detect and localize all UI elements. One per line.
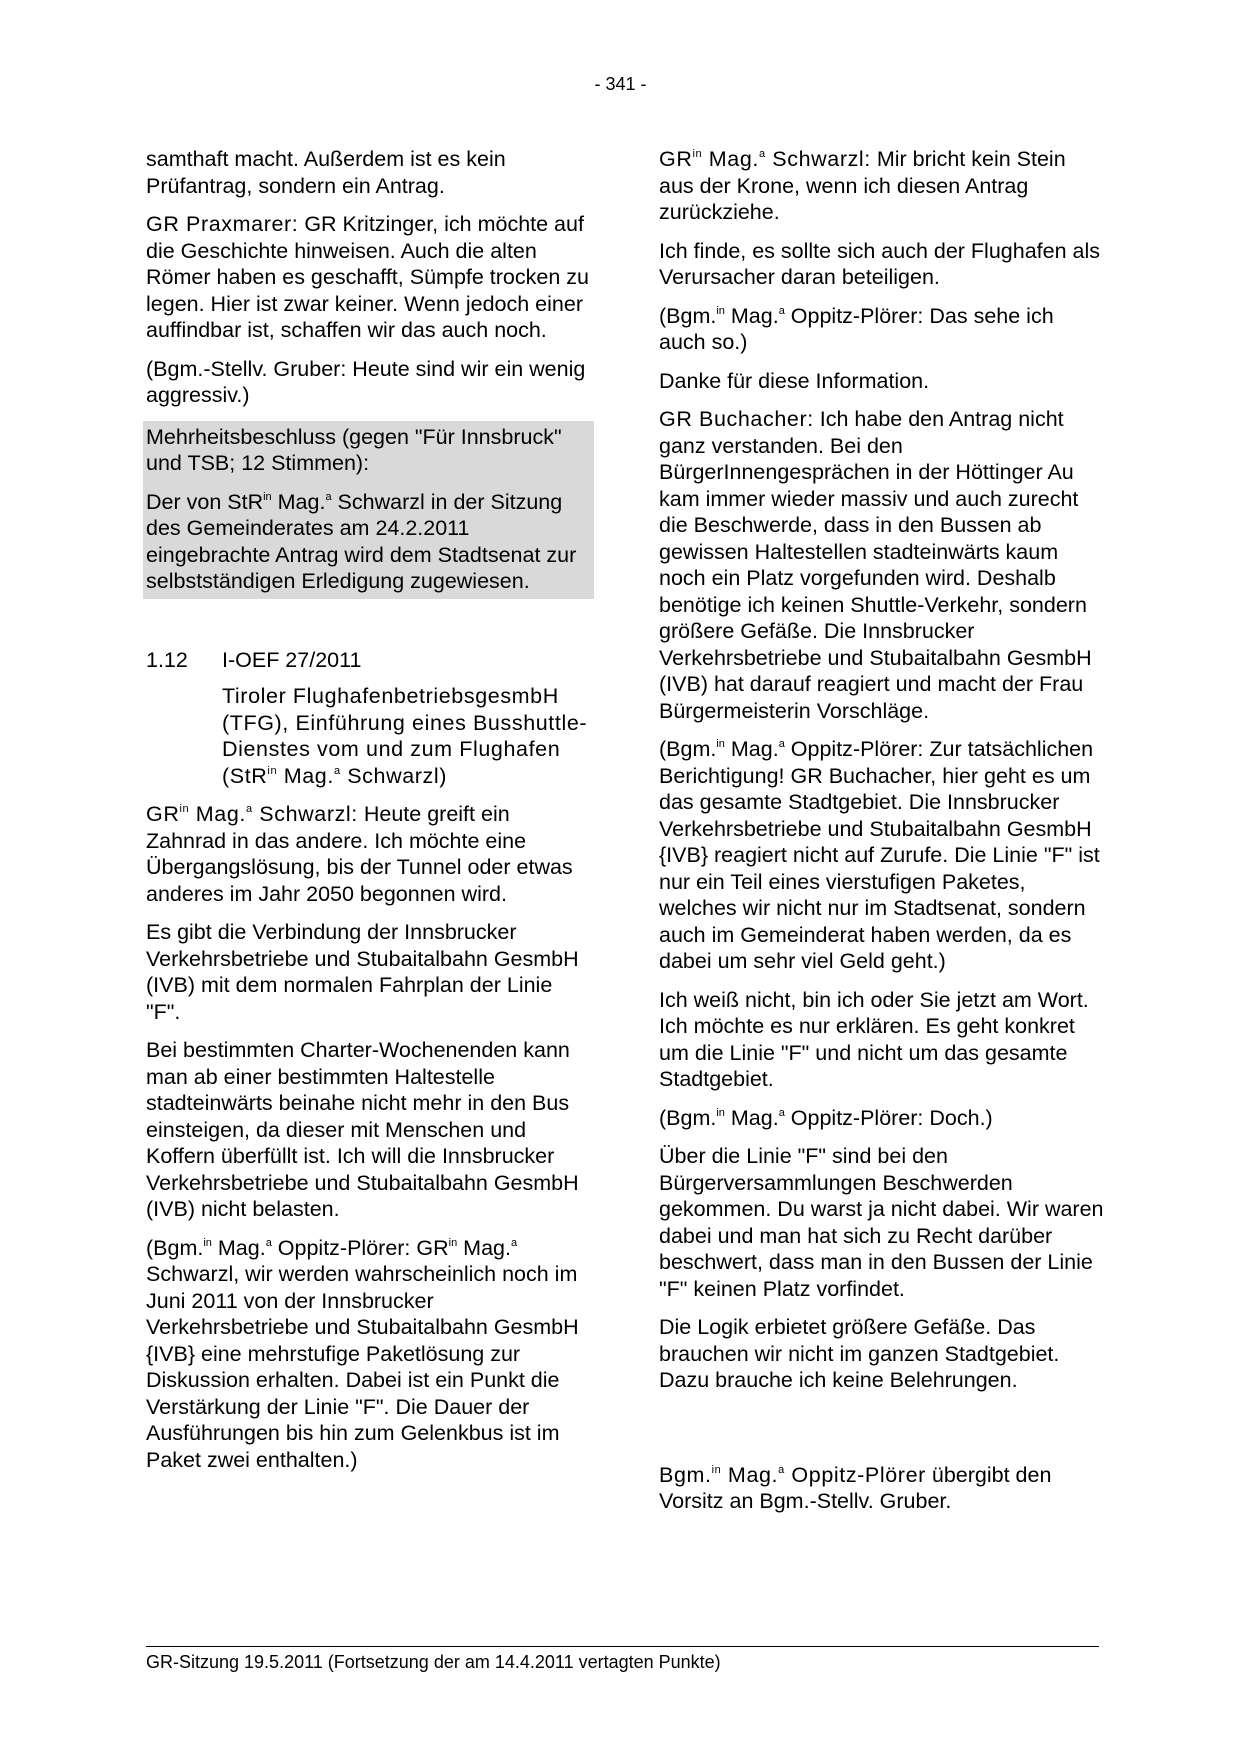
speech-praxmarer bbox=[146, 211, 591, 344]
agenda-item-number: 1.12 bbox=[146, 647, 188, 672]
speech-schwarzl bbox=[146, 801, 591, 907]
paragraph: Die Logik erbietet größere Gefäße. Das brauchen wir nicht im ganzen Stadtgebiet. Dazu brauche ich keine Belehrungen. bbox=[659, 1315, 1060, 1392]
footer-rule bbox=[146, 1646, 1099, 1647]
speech-schwarzl bbox=[659, 146, 1104, 226]
chair-handover: Bgm.$^{in}$ Mag.$^a$ Oppitz-Plörer übergibt den Vorsitz an Bgm.-Stellv. Gruber. bbox=[659, 1462, 1052, 1513]
speaker-name: GR Buchacher: bbox=[659, 407, 814, 431]
speaker-name: $GR^{in}$ Mag.$^a$ Schwarzl: bbox=[146, 802, 358, 826]
paragraph: Danke für diese Information. bbox=[659, 368, 930, 393]
interjection: (Bgm.$^{in}$ Mag.$^a$ Oppitz-Plörer: Das sehe ich auch so.) bbox=[659, 303, 1054, 354]
interjection: (Bgm.$^{in}$ Mag.$^a$ Oppitz-Plörer: Zur tatsächlichen Berichtigung! GR Buchacher, hier geht es um das gesamte Stadtgebiet. Die Innsbrucker Verkehrsbetriebe und Stubaitalbahn GesmbH {IVB} reagiert nicht auf Zurufe. Die Linie "F" ist nur ein Teil eines vierstufigen Paketes, welches wir nicht nur im Stadtsenat, sondern auch im Gemeinderat haben werden, da es dabei um sehr viel Geld geht.) bbox=[659, 737, 1100, 973]
spacer bbox=[659, 1406, 1104, 1462]
interjection: (Bgm.$^{in}$ Mag.$^a$ Oppitz-Plörer: $GR^{in}$ Mag.$^a$ Schwarzl, wir werden wahrscheinlich noch im Juni 2011 von der Innsbrucker Verkehrsbetriebe und Stubaitalbahn GesmbH {IVB} eine mehrstufige Paketlösung zur Diskussion erhalten. Dabei ist ein Punkt die Verstärkung der Linie "F". Die Dauer der Ausführungen bis hin zum Gelenkbus ist im Paket zwei enthalten.) bbox=[146, 1235, 579, 1472]
agenda-item-code: I-OEF 27/2011 bbox=[222, 647, 362, 672]
speaker-name: GR Praxmarer: bbox=[146, 212, 299, 236]
paragraph: Es gibt die Verbindung der Innsbrucker Verkehrsbetriebe und Stubaitalbahn GesmbH (IVB) mit dem normalen Fahrplan der Linie "F". bbox=[146, 920, 579, 1024]
footer-text: GR-Sitzung 19.5.2011 (Fortsetzung der am 14.4.2011 vertagten Punkte) bbox=[146, 1652, 721, 1672]
speaker-name: Bgm.$^{in}$ Mag.$^a$ Oppitz-Plörer bbox=[659, 1462, 926, 1487]
agenda-item-title: Tiroler FlughafenbetriebsgesmbH (TFG), Einführung eines Busshuttle-Dienstes vom und zum Flughafen (StR$^{in}$ Mag.$^a$ Schwarzl) bbox=[222, 684, 588, 788]
decision-box bbox=[143, 421, 594, 599]
paragraph: Bei bestimmten Charter-Wochenenden kann man ab einer bestimmten Haltestelle stadteinwärts beinahe nicht mehr in den Bus einsteigen, da dieser mit Menschen und Koffern überfüllt ist. Ich will die Innsbrucker Verkehrsbetriebe und Stubaitalbahn GesmbH (IVB) nicht belasten. bbox=[146, 1038, 579, 1221]
paragraph: Über die Linie "F" sind bei den Bürgerversammlungen Beschwerden gekommen. Du warst ja nicht dabei. Wir waren dabei und man hat sich zu Recht darüber beschwert, dass man in den Bussen der Linie "F" keinen Platz vorfindet. bbox=[659, 1144, 1104, 1301]
page-number: - 341 - bbox=[594, 74, 647, 94]
interjection: (Bgm.$^{in}$ Mag.$^a$ Oppitz-Plörer: Doch.) bbox=[659, 1105, 993, 1130]
paragraph: Ich weiß nicht, bin ich oder Sie jetzt am Wort. Ich möchte es nur erklären. Es geht konkret um die Linie "F" und nicht um das gesamte Stadtgebiet. bbox=[659, 987, 1089, 1091]
decision-text: Der von StR$^{in}$ Mag.$^a$ Schwarzl in der Sitzung des Gemeinderates am 24.2.2011 eingebrachte Antrag wird dem Stadtsenat zur selbstständigen Erledigung zugewiesen. bbox=[146, 489, 577, 593]
speaker-name: $GR^{in}$ Mag.$^a$ Schwarzl: bbox=[659, 147, 871, 171]
speech-text: GR Kritzinger, ich möchte auf die Geschichte hinweisen. Auch die alten Römer haben es geschafft, Sümpfe trocken zu legen. Hier ist zwar keiner. Wenn jedoch einer auffindbar ist, schaffen wir das auch noch. bbox=[146, 212, 589, 342]
agenda-item-header bbox=[146, 647, 591, 674]
paragraph: Ich finde, es sollte sich auch der Flughafen als Verursacher daran beteiligen. bbox=[659, 238, 1101, 289]
interjection: (Bgm.-Stellv. Gruber: Heute sind wir ein wenig aggressiv.) bbox=[146, 356, 586, 407]
paragraph: samthaft macht. Außerdem ist es kein Prüfantrag, sondern ein Antrag. bbox=[146, 147, 506, 198]
speech-text: Mir bricht kein Stein aus der Krone, wenn ich diesen Antrag zurückziehe. bbox=[659, 147, 1066, 224]
speech-buchacher bbox=[659, 406, 1104, 724]
speech-text: Heute greift ein Zahnrad in das andere. Ich möchte eine Übergangslösung, bis der Tunnel oder etwas anderes im Jahr 2050 begonnen wird. bbox=[146, 802, 573, 906]
decision-title: Mehrheitsbeschluss (gegen "Für Innsbruck" und TSB; 12 Stimmen): bbox=[146, 424, 562, 475]
right-column bbox=[659, 146, 1104, 1527]
left-column bbox=[146, 146, 591, 1485]
agenda-item bbox=[146, 647, 591, 790]
speech-text: Ich habe den Antrag nicht ganz verstanden. Bei den BürgerInnengesprächen in der Höttinger Au kam immer wieder massiv und auch zurecht die Beschwerde, dass in den Bussen ab gewissen Haltestellen stadteinwärts kaum noch ein Platz vorgefunden wird. Deshalb benötige ich keinen Shuttle-Verkehr, sondern größere Gefäße. Die Innsbrucker Verkehrsbetriebe und Stubaitalbahn GesmbH (IVB) hat darauf reagiert und macht der Frau Bürgermeisterin Vorschläge. bbox=[659, 407, 1092, 723]
